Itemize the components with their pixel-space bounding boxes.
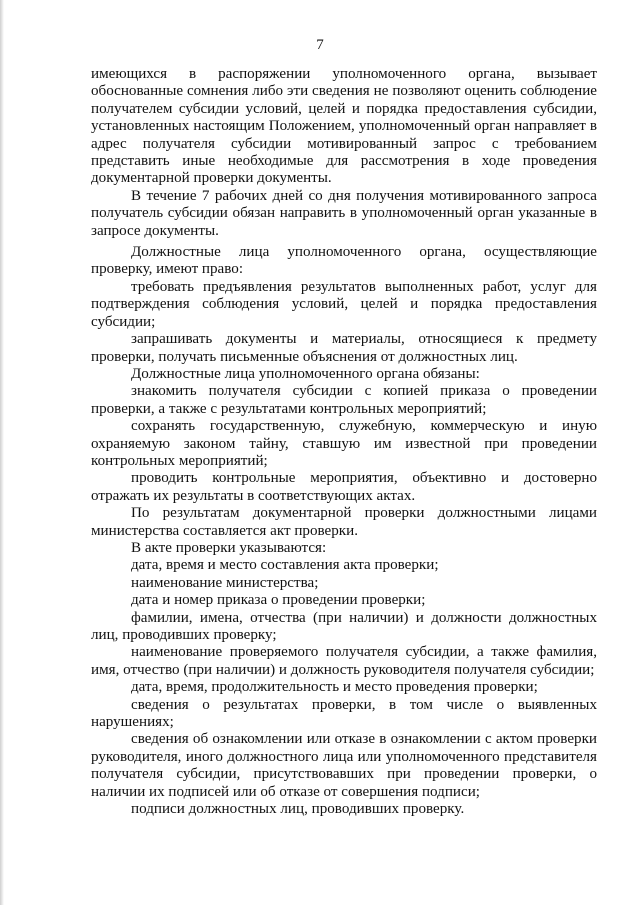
list-item-act-2: наименование министерства; <box>131 574 319 591</box>
list-item-act-3: дата и номер приказа о проведении проверки; <box>131 592 426 609</box>
paragraph-act-drafting: По результатам документарной проверки должностными лицами министерства составляется акт проверки. <box>91 505 597 539</box>
list-item-act-4: фамилии, имена, отчества (при наличии) и должности должностных лиц, проводивших проверку; <box>91 609 597 643</box>
document-body <box>91 66 597 818</box>
scan-edge-shadow <box>0 0 4 905</box>
paragraph-deadline: В течение 7 рабочих дней со дня получения мотивированного запроса получатель субсидии обязан направить в уполномоченный орган указанные в запросе документы. <box>91 187 597 239</box>
list-item-act-5: наименование проверяемого получателя субсидии, а также фамилия, имя, отчество (при наличии) и должность руководителя получателя субсидии; <box>91 644 597 678</box>
paragraph-continuation: имеющихся в распоряжении уполномоченного органа, вызывает обоснованные сомнения либо эти сведения не позволяют оценить соблюдение получателем субсидии условий, целей и порядка предоставления субсидии, установленных настоящим Положением, уполномоченный орган направляет в адрес получателя субсидии мотивированный запрос с требованием представить иные необходимые для рассмотрения в ходе проведения документарной проверки документы. <box>91 66 597 187</box>
list-item-act-6: дата, время, продолжительность и место проведения проверки; <box>131 679 538 696</box>
page-number: 7 <box>316 37 324 53</box>
list-item-act-8: сведения об ознакомлении или отказе в ознакомлении с актом проверки руководителя, иного должностного лица или уполномоченного представителя получателя субсидии, присутствовавших при проведении проверки, о наличии их подписей или об отказе от совершения подписи; <box>91 731 597 800</box>
paragraph-duties-intro: Должностные лица уполномоченного органа обязаны: <box>131 365 480 382</box>
paragraph-act-contents-intro: В акте проверки указываются: <box>131 539 327 556</box>
list-item-duty-1: знакомить получателя субсидии с копией приказа о проведении проверки, а также с результатами контрольных мероприятий; <box>91 383 597 417</box>
list-item-act-1: дата, время и место составления акта проверки; <box>131 557 439 574</box>
list-item-right-2: запрашивать документы и материалы, относящиеся к предмету проверки, получать письменные объяснения от должностных лиц. <box>91 331 597 365</box>
list-item-act-7: сведения о результатах проверки, в том числе о выявленных нарушениях; <box>91 696 597 731</box>
paragraph-rights-intro: Должностные лица уполномоченного органа, осуществляющие проверку, имеют право: <box>91 244 597 278</box>
list-item-duty-2: сохранять государственную, служебную, коммерческую и иную охраняемую законом тайну, ставшую им известной при проведении контрольных мероприятий; <box>91 418 597 469</box>
list-item-duty-3: проводить контрольные мероприятия, объективно и достоверно отражать их результаты в соответствующих актах. <box>91 470 597 504</box>
list-item-act-9: подписи должностных лиц, проводивших проверку. <box>131 801 465 818</box>
list-item-right-1: требовать предъявления результатов выполненных работ, услуг для подтверждения соблюдения условий, целей и порядка предоставления субсидии; <box>91 278 597 330</box>
